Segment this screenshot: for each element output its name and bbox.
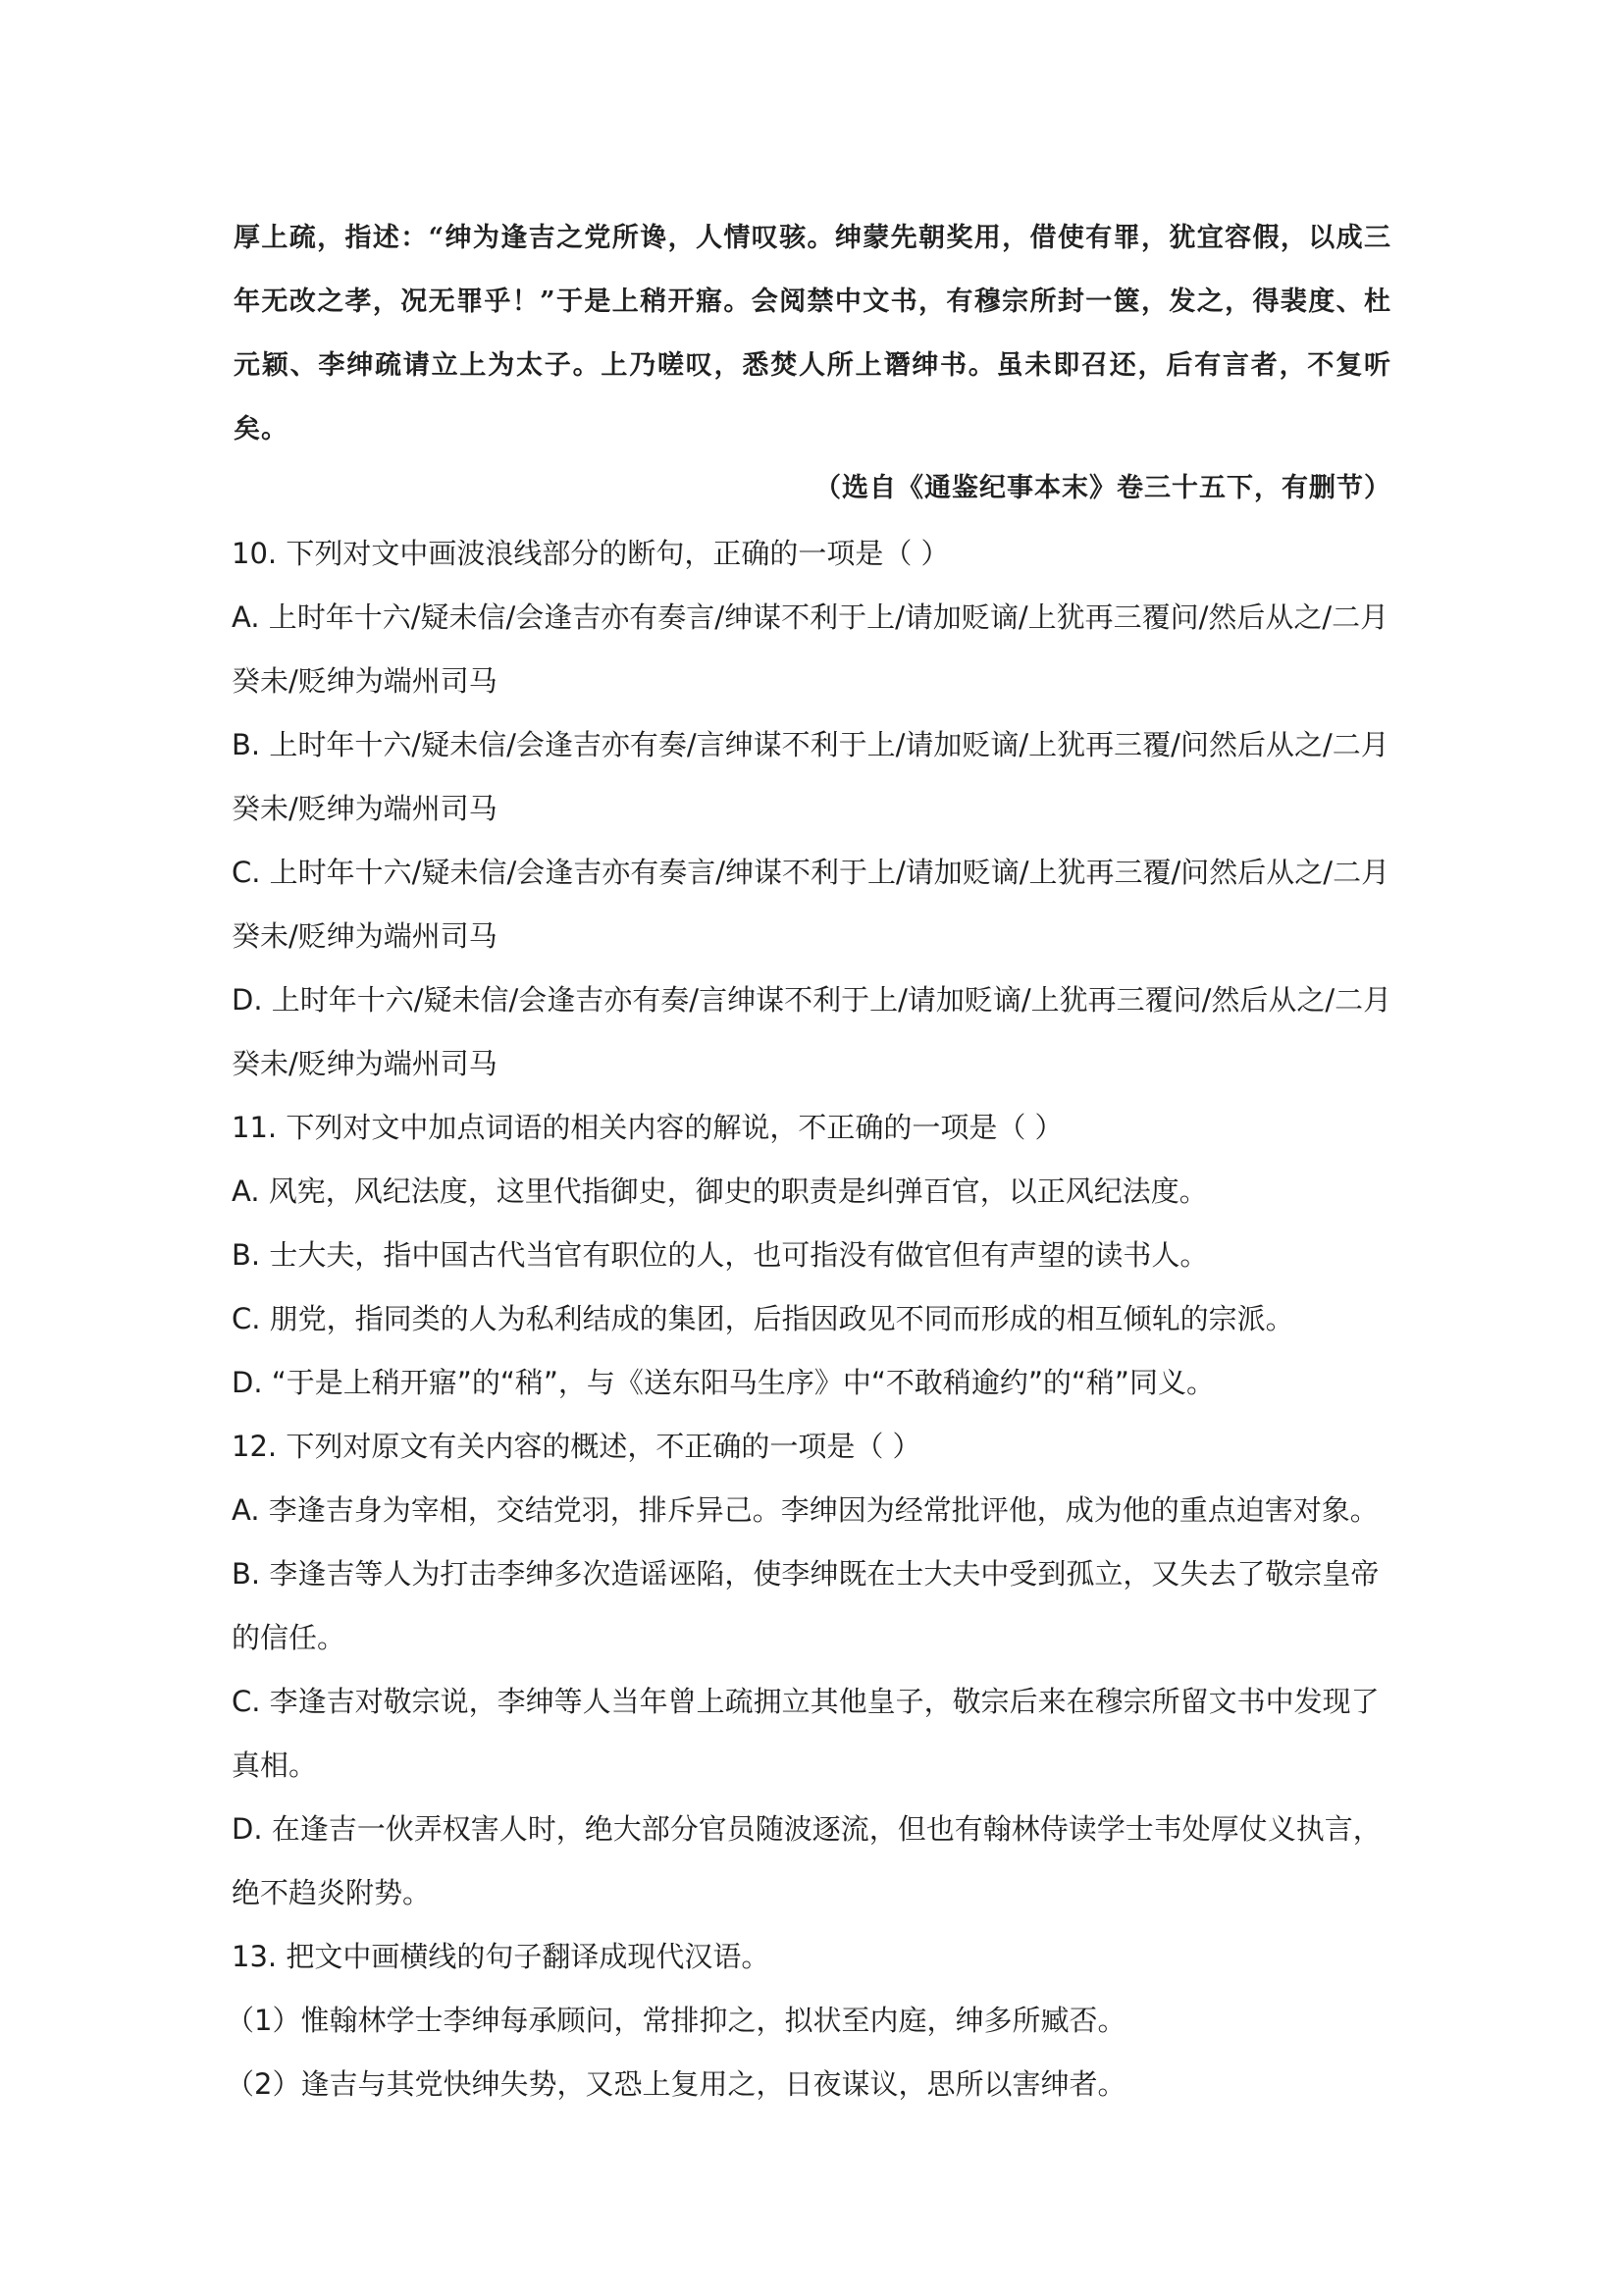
question-10-option-b: B. 上时年十六/疑未信/会逢吉亦有奏/言绅谋不利于上/请加贬谪/上犹再三覆/问然后从之/二月癸未/贬绅为端州司马 xyxy=(232,728,1389,825)
question-12-option-c: C. 李逢吉对敬宗说，李绅等人当年曾上疏拥立其他皇子，敬宗后来在穆宗所留文书中发现了真相。 xyxy=(232,1685,1380,1782)
question-12-option-a: A. 李逢吉身为宰相，交结党羽，排斥异己。李绅因为经常批评他，成为他的重点迫害对象。 xyxy=(232,1493,1379,1527)
question-11-option-a: A. 风宪，风纪法度，这里代指御史，御史的职责是纠弹百官，以正风纪法度。 xyxy=(232,1174,1208,1208)
question-13-stem: 13. 把文中画横线的句子翻译成现代汉语。 xyxy=(232,1940,770,1973)
question-10-option-d: D. 上时年十六/疑未信/会逢吉亦有奏/言绅谋不利于上/请加贬谪/上犹再三覆问/然后从之/二月癸未/贬绅为端州司马 xyxy=(232,983,1392,1080)
question-13-sentence-1: （1）惟翰林学士李绅每承顾问，常排抑之，拟状至内庭，绅多所臧否。 xyxy=(226,2004,1126,2037)
question-10-option-a: A. 上时年十六/疑未信/会逢吉亦有奏言/绅谋不利于上/请加贬谪/上犹再三覆问/然后从之/二月癸未/贬绅为端州司马 xyxy=(232,600,1389,698)
question-11-option-c: C. 朋党，指同类的人为私利结成的集团，后指因政见不同而形成的相互倾轧的宗派。 xyxy=(232,1302,1294,1335)
question-10-stem: 10. 下列对文中画波浪线部分的断句，正确的一项是（ ） xyxy=(232,537,950,570)
questions-section xyxy=(226,522,1399,2116)
question-10-option-c: C. 上时年十六/疑未信/会逢吉亦有奏言/绅谋不利于上/请加贬谪/上犹再三覆/问然后从之/二月癸未/贬绅为端州司马 xyxy=(232,856,1390,953)
question-11-stem: 11. 下列对文中加点词语的相关内容的解说，不正确的一项是（ ） xyxy=(232,1111,1064,1144)
question-12-stem: 12. 下列对原文有关内容的概述，不正确的一项是（ ） xyxy=(232,1430,921,1463)
question-13-sentence-2: （2）逢吉与其党快绅失势，又恐上复用之，日夜谋议，思所以害绅者。 xyxy=(226,2067,1126,2101)
question-11-option-d: D. “于是上稍开寤”的“稍”，与《送东阳马生序》中“不敢稍逾约”的“稍”同义。 xyxy=(232,1366,1215,1399)
question-12-option-d: D. 在逢吉一伙弄权害人时，绝大部分官员随波逐流，但也有翰林侍读学士韦处厚仗义执言，绝不趋炎附势。 xyxy=(232,1812,1382,1909)
passage-source: （选自《通鉴纪事本末》卷三十五下，有删节） xyxy=(814,473,1391,503)
classical-passage xyxy=(234,206,1391,461)
question-11-option-b: B. 士大夫，指中国古代当官有职位的人，也可指没有做官但有声望的读书人。 xyxy=(232,1238,1209,1272)
question-12-option-b: B. 李逢吉等人为打击李绅多次造谣诬陷，使李绅既在士大夫中受到孤立，又失去了敬宗皇帝的信任。 xyxy=(232,1557,1380,1654)
passage-text: 厚上疏，指述：“绅为逢吉之党所谗，人情叹骇。绅蒙先朝奖用，借使有罪，犹宜容假，以成三年无改之孝，况无罪乎！”于是上稍开寤。会阅禁中文书，有穆宗所封一箧，发之，得裴度、杜元颖、李绅疏请立上为太子。上乃嗟叹，悉焚人所上谮绅书。虽未即召还，后有言者，不复听矣。 xyxy=(234,223,1391,444)
